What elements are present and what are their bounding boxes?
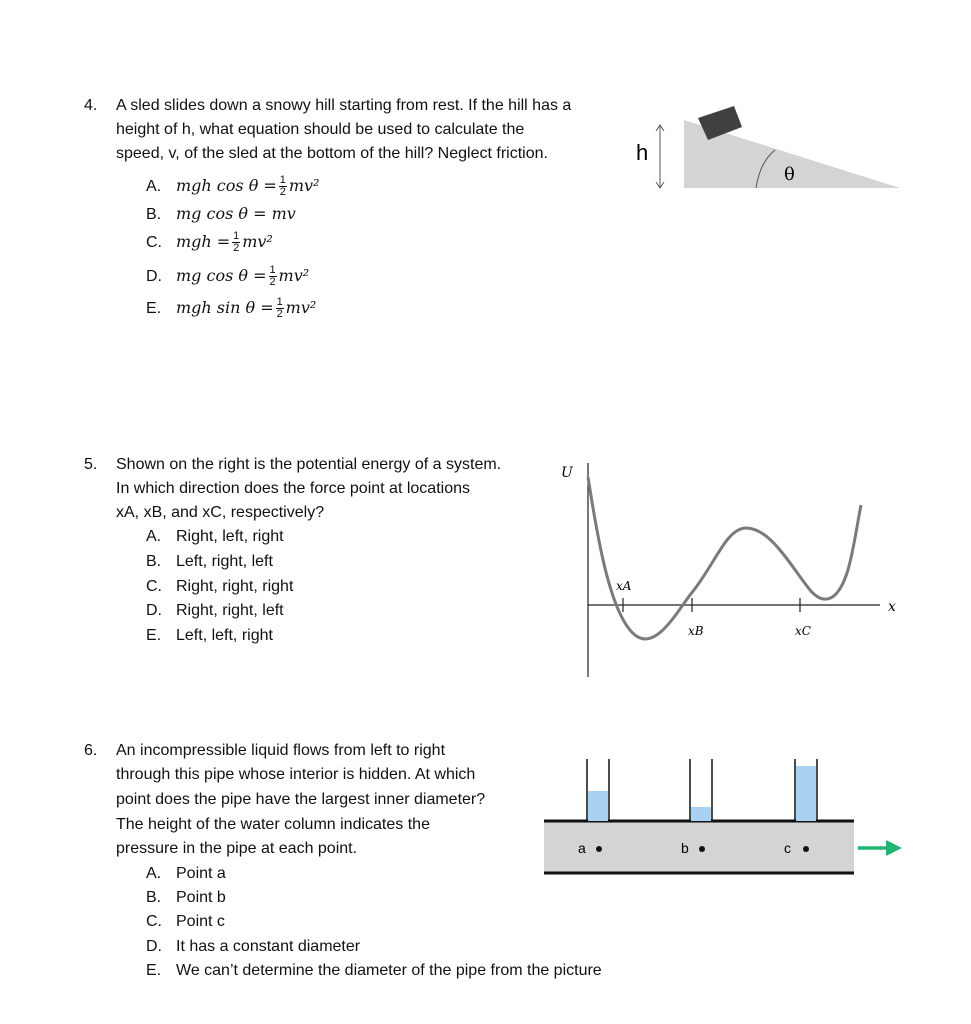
- water-column-a: [587, 759, 609, 821]
- fraction-numerator: 1: [233, 230, 240, 243]
- option-equation-right: mv²: [278, 266, 310, 285]
- point-a-dot: [596, 846, 602, 852]
- fraction-numerator: 1: [269, 264, 276, 277]
- option-equation-left: mgh cos θ =: [176, 176, 277, 195]
- answer-option[interactable]: [146, 935, 360, 959]
- question-stem-line: In which direction does the force point at locations: [116, 480, 470, 497]
- point-b-label: b: [681, 840, 689, 856]
- x-axis-label: x: [888, 599, 896, 615]
- question-stem-line: pressure in the pipe at each point.: [116, 840, 358, 857]
- potential-energy-graph: [555, 455, 905, 680]
- option-equation-right: mv²: [285, 298, 317, 317]
- answer-option[interactable]: [146, 202, 296, 227]
- question-stem-line: A sled slides down a snowy hill starting from rest. If the hill has a: [116, 97, 572, 114]
- fraction: [269, 265, 277, 288]
- option-equation: mg cos θ = mv: [176, 204, 296, 223]
- answer-option[interactable]: [146, 294, 316, 323]
- option-text: Point b: [176, 889, 226, 906]
- option-letter: B.: [146, 889, 162, 906]
- option-text: Point c: [176, 913, 225, 930]
- option-letter: A.: [146, 528, 162, 545]
- option-text: Right, right, left: [176, 602, 284, 619]
- question-stem-line: point does the pipe have the largest inner diameter?: [116, 791, 486, 808]
- point-c-label: c: [784, 840, 791, 856]
- option-text: Left, right, left: [176, 553, 273, 570]
- label-xa: xA: [616, 579, 632, 593]
- question-stem-line: Shown on the right is the potential energy of a system.: [116, 456, 502, 473]
- option-equation-left: mg cos θ =: [176, 266, 267, 285]
- question-stem-line: xA, xB, and xC, respectively?: [116, 504, 325, 521]
- option-text: Point a: [176, 865, 226, 882]
- water-column-c: [795, 759, 817, 821]
- fraction-numerator: 1: [276, 296, 283, 309]
- question-number: 6.: [84, 742, 98, 759]
- option-equation-left: mgh =: [176, 232, 231, 251]
- option-letter: D.: [146, 268, 162, 285]
- sled-hill-figure: [628, 100, 908, 200]
- question-stem-line: through this pipe whose interior is hidden. At which: [116, 766, 476, 783]
- answer-option[interactable]: [146, 172, 319, 201]
- answer-option[interactable]: [146, 262, 309, 291]
- fraction: [279, 175, 287, 198]
- option-letter: A.: [146, 178, 162, 195]
- fraction-numerator: 1: [279, 174, 286, 187]
- option-text: Right, left, right: [176, 528, 284, 545]
- answer-option[interactable]: [146, 599, 284, 623]
- answer-option[interactable]: [146, 862, 226, 886]
- answer-option[interactable]: [146, 525, 284, 549]
- question-number: 5.: [84, 456, 98, 473]
- fraction-denominator: 2: [269, 276, 276, 289]
- option-letter: E.: [146, 627, 162, 644]
- answer-option[interactable]: [146, 228, 273, 257]
- y-axis-label: U: [561, 465, 573, 481]
- option-text: Right, right, right: [176, 578, 294, 595]
- answer-option[interactable]: [146, 550, 273, 574]
- option-letter: C.: [146, 234, 162, 251]
- point-c-dot: [803, 846, 809, 852]
- question-stem-line: speed, v, of the sled at the bottom of the hill? Neglect friction.: [116, 145, 548, 162]
- height-arrow: [656, 125, 664, 188]
- option-equation-right: mv²: [242, 232, 273, 251]
- label-xb: xB: [688, 624, 704, 638]
- option-text: It has a constant diameter: [176, 938, 361, 955]
- potential-curve: [588, 477, 861, 639]
- option-letter: D.: [146, 602, 162, 619]
- answer-option[interactable]: [146, 575, 293, 599]
- question-stem-line: An incompressible liquid flows from left to right: [116, 742, 446, 759]
- question-stem-line: The height of the water column indicates the: [116, 816, 430, 833]
- answer-option[interactable]: [146, 910, 225, 934]
- option-text: Left, left, right: [176, 627, 273, 644]
- option-text: We can’t determine the diameter of the pipe from the picture: [176, 962, 602, 979]
- option-letter: E.: [146, 962, 162, 979]
- option-letter: E.: [146, 300, 162, 317]
- height-label: h: [636, 140, 649, 165]
- option-letter: C.: [146, 578, 162, 595]
- theta-label: θ: [784, 164, 795, 185]
- fraction-denominator: 2: [276, 308, 283, 321]
- option-letter: D.: [146, 938, 162, 955]
- label-xc: xC: [795, 624, 811, 638]
- pipe-figure: [540, 755, 910, 880]
- water-column-b: [690, 759, 712, 821]
- option-letter: B.: [146, 206, 162, 223]
- fraction-denominator: 2: [279, 186, 286, 199]
- option-letter: A.: [146, 865, 162, 882]
- answer-option[interactable]: [146, 624, 273, 648]
- point-b-dot: [699, 846, 705, 852]
- option-letter: C.: [146, 913, 162, 930]
- answer-option[interactable]: [146, 959, 602, 983]
- question-stem-line: height of h, what equation should be used to calculate the: [116, 121, 525, 138]
- point-a-label: a: [578, 840, 586, 856]
- answer-option[interactable]: [146, 886, 226, 910]
- fraction-denominator: 2: [233, 242, 240, 255]
- option-letter: B.: [146, 553, 162, 570]
- option-equation-left: mgh sin θ =: [176, 298, 274, 317]
- fraction: [232, 231, 240, 254]
- flow-arrow-icon: [858, 840, 902, 856]
- question-number: 4.: [84, 97, 98, 114]
- option-equation-right: mv²: [288, 176, 320, 195]
- fraction: [276, 297, 284, 320]
